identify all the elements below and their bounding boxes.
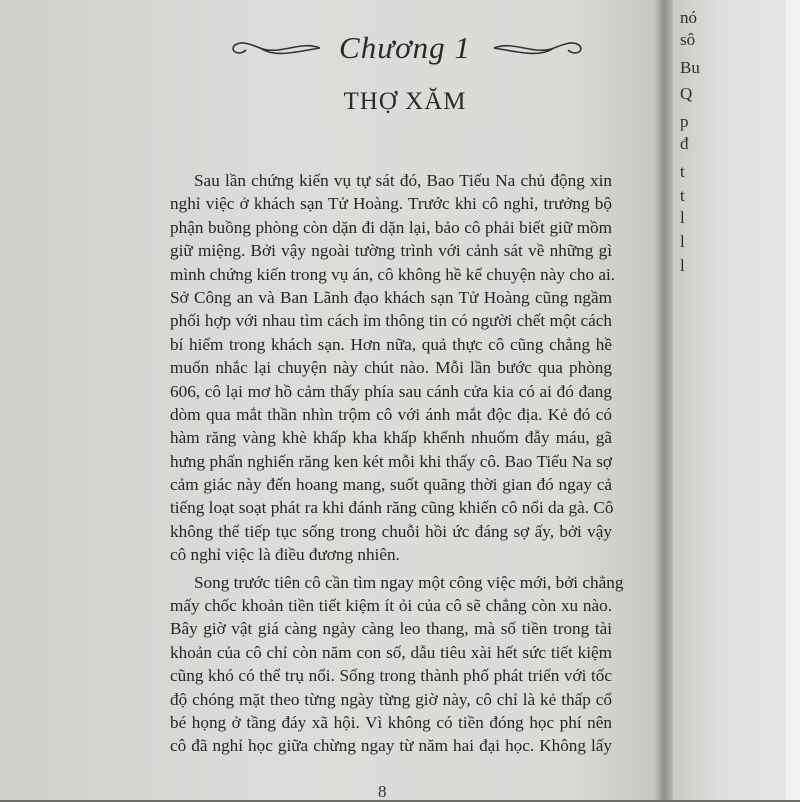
text-line: cô đã nghỉ học giữa chừng ngay từ năm hai đại học. Không lấy [170,736,612,756]
right-page-text-fragment: l [680,232,685,251]
right-page-text-fragment: l [680,208,685,227]
book-gutter [655,0,673,800]
right-page-text-fragment: đ [680,134,689,153]
left-flourish-icon [230,36,322,60]
text-line: Sau lần chứng kiến vụ tự sát đó, Bao Tiếu Na chủ động xin [194,171,612,190]
text-line: dòm qua mắt thần nhìn trộm cô với ánh mắt độc địa. Kẻ đó có [170,404,612,424]
text-line: bé họng ở tầng đáy xã hội. Vì không có tiền đóng học phí nên [170,712,612,732]
text-line: phối hợp với nhau tìm cách ỉm thông tin có người chết một cách [170,311,612,331]
right-page-text-fragment: l [680,256,685,275]
paragraph [170,169,616,567]
text-line: cô nghỉ việc là điều đương nhiên. [170,545,400,565]
text-line: tiếng loạt soạt phát ra khi đánh răng cũng khiến cô nổi da gà. Cô [170,498,614,518]
right-page-text-fragment: t [680,186,685,205]
chapter-title: THỢ XĂM [343,88,467,115]
text-line: bí hiểm trong khách sạn. Hơn nữa, quả thực cô cũng chẳng hề [170,334,612,354]
chapter-body [170,169,624,758]
right-page-text-fragment: Bu [680,58,700,77]
text-line: mình chứng kiến trong vụ án, cô không hề kể chuyện này cho ai. [170,264,616,284]
text-line: hàm răng vàng khè khấp kha khấp khểnh nhuốm đẫy máu, gã [170,428,612,448]
book-page-right [673,0,800,800]
text-line: không thể tiếp tục sống trong chuỗi hồi ức đáng sợ ấy, bởi vậy [170,521,612,541]
text-line: hưng phấn nghiến răng ken két mỗi khi thấy cô. Bao Tiểu Na sợ [170,451,612,471]
text-line: Sở Công an và Ban Lãnh đạo khách sạn Tử Hoàng cũng ngầm [170,287,612,307]
right-flourish-icon [492,36,584,60]
text-line: nghỉ việc ở khách sạn Tử Hoàng. Trước khi cô nghỉ, trưởng bộ [170,194,612,214]
right-page-text-fragment: t [680,162,685,181]
text-line: khoản của cô chỉ còn năm con số, dẫu tiêu xài hết sức tiết kiệm [170,642,612,662]
right-page-text-fragment: Q [680,84,693,103]
text-line: Bây giờ vật giá càng ngày càng leo thang, mà số tiền trong tài [170,619,612,639]
text-line: muốn nhắc lại chuyện này chút nào. Mỗi lần bước qua phòng [170,358,612,378]
text-line: giữ miệng. Bởi vậy ngoài tường trình với cảnh sát về những gì [170,241,612,261]
text-line: phận buồng phòng còn dặn đi dặn lại, bảo cô phải biết giữ mồm [170,217,612,237]
chapter-heading [230,22,580,72]
right-page-text-fragment: p [680,112,689,131]
text-line: cũng khó có thể trụ nổi. Sống trong thành phố phát triển với tốc [170,666,612,686]
right-page-text-fragment: sô [680,30,696,49]
text-line: 606, cô lại mơ hồ cảm thấy phía sau cánh cửa kia có ai đó đang [170,381,612,401]
text-line: độ chóng mặt theo từng ngày từng giờ này, cô chỉ là kẻ thấp cổ [170,689,612,709]
page-edge [786,0,800,800]
right-page-text-fragment: nó [680,8,697,27]
page-number: 8 [378,782,387,801]
text-line: cảm giác này đến hoang mang, suốt quãng thời gian đó ngay cả [170,475,612,495]
text-line: mấy chốc khoản tiền tiết kiệm ít ỏi của cô sẽ chẳng còn xu nào. [170,596,612,616]
text-line: Song trước tiên cô cần tìm ngay một công việc mới, bởi chẳng [194,572,624,592]
chapter-label: Chương 1 [339,30,471,65]
paragraph [170,571,624,758]
